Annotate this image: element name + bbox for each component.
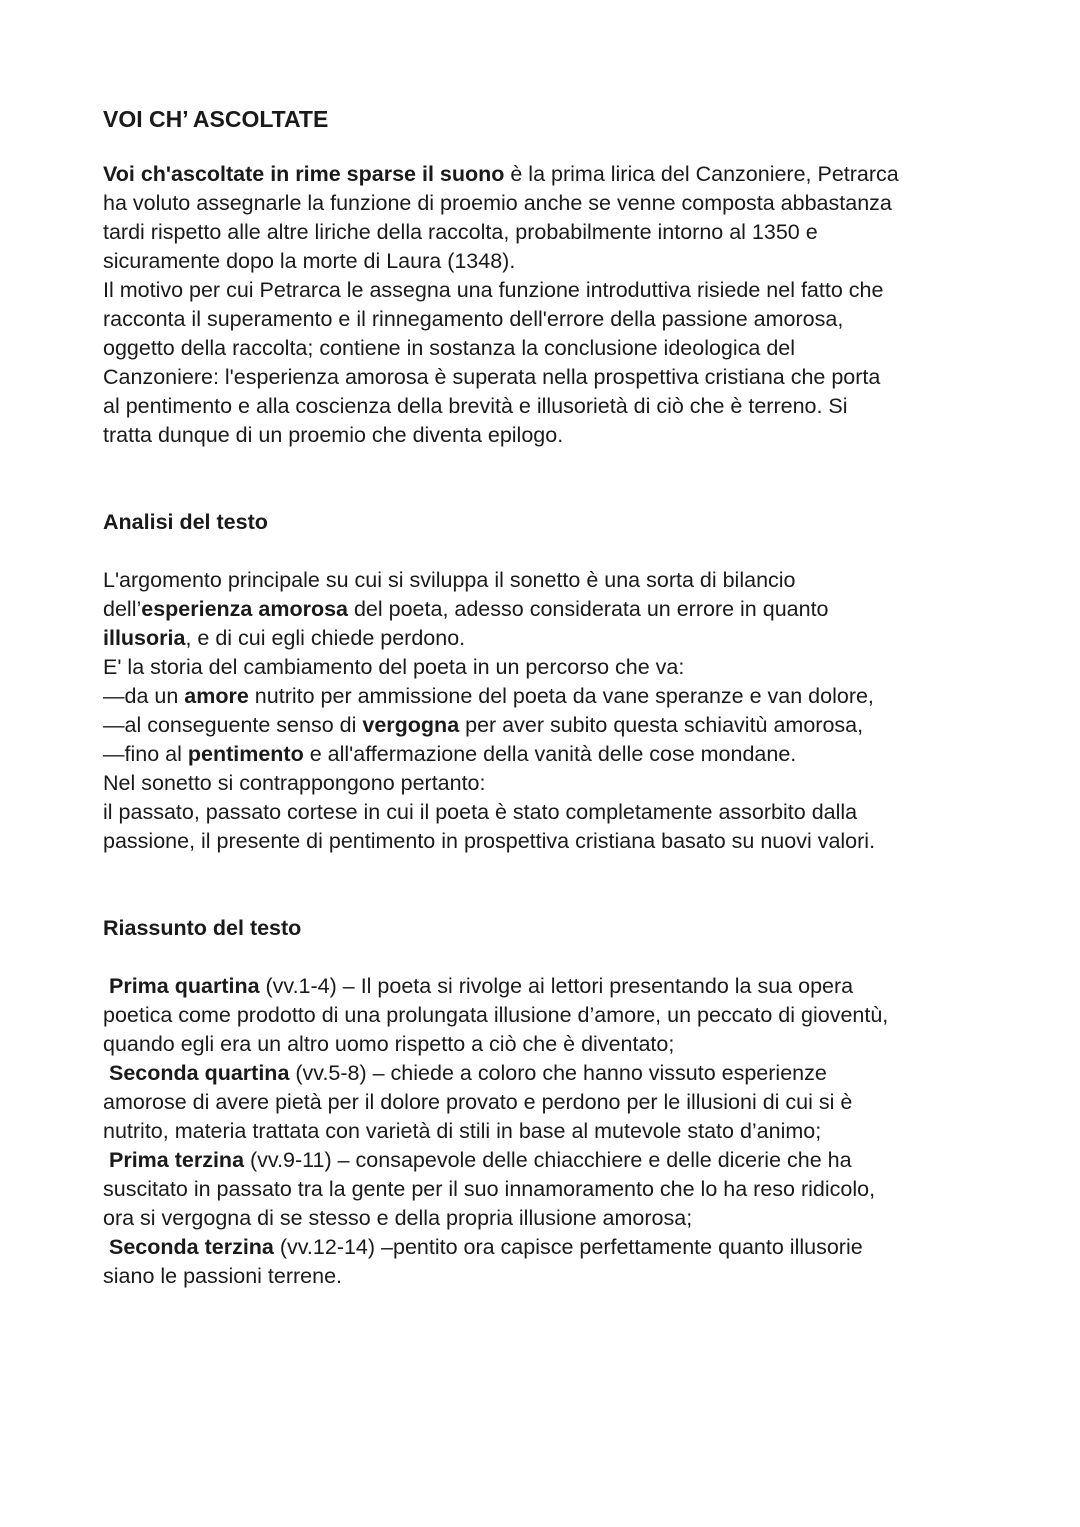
riassunto-text: (vv.5-8) – chiede a coloro che hanno vissuto esperienze [289, 1061, 827, 1085]
intro-line: ha voluto assegnarle la funzione di proemio anche se venne composta abbastanza [103, 191, 892, 215]
riassunto-line [103, 972, 983, 1001]
analisi-text: —al conseguente senso di [103, 713, 363, 737]
intro-line: Il motivo per cui Petrarca le assegna una funzione introduttiva risiede nel fatto che [103, 278, 884, 302]
intro-line [103, 160, 983, 189]
riassunto-line: quando egli era un altro uomo rispetto a ciò che è diventato; [103, 1032, 675, 1056]
strophe-label: Seconda quartina [109, 1061, 290, 1085]
intro-paragraph [103, 160, 983, 450]
riassunto-text: (vv.9-11) – consapevole delle chiacchiere e delle dicerie che ha [244, 1148, 852, 1172]
analisi-line: E' la storia del cambiamento del poeta in un percorso che va: [103, 655, 685, 679]
analisi-heading: Analisi del testo [103, 510, 268, 534]
riassunto-text: (vv.12-14) –pentito ora capisce perfettamente quanto illusorie [273, 1235, 863, 1259]
riassunto-line: siano le passioni terrene. [103, 1264, 343, 1288]
intro-text: è la prima lirica del Canzoniere, Petrarca [504, 162, 899, 186]
riassunto-line: amorose di avere pietà per il dolore provato e perdono per le illusioni di cui si è [103, 1090, 853, 1114]
analisi-list-item [103, 682, 983, 711]
intro-line: al pentimento e alla coscienza della brevità e illusorietà di ciò che è terreno. Si [103, 394, 848, 418]
riassunto-line: nutrito, materia trattata con varietà di stili in base al mutevole stato d’animo; [103, 1119, 822, 1143]
strophe-label: Seconda terzina [109, 1235, 274, 1259]
riassunto-text: (vv.1-4) – Il poeta si rivolge ai lettori presentando la sua opera [259, 974, 854, 998]
strophe-label: Prima terzina [109, 1148, 245, 1172]
analisi-bold: vergogna [362, 713, 460, 737]
intro-line: tratta dunque di un proemio che diventa epilogo. [103, 423, 564, 447]
analisi-line: il passato, passato cortese in cui il poeta è stato completamente assorbito dalla [103, 800, 858, 824]
strophe-label: Prima quartina [109, 974, 260, 998]
intro-line: racconta il superamento e il rinnegamento dell'errore della passione amorosa, [103, 307, 844, 331]
riassunto-line: poetica come prodotto di una prolungata illusione d’amore, un peccato di gioventù, [103, 1003, 889, 1027]
analisi-list-item [103, 740, 983, 769]
analisi-bold: illusoria [103, 626, 186, 650]
analisi-line: L'argomento principale su cui si sviluppa il sonetto è una sorta di bilancio [103, 568, 796, 592]
analisi-text: dell’ [103, 597, 142, 621]
analisi-line: passione, il presente di pentimento in prospettiva cristiana basato su nuovi valori. [103, 829, 876, 853]
analisi-text: e all'affermazione della vanità delle cose mondane. [303, 742, 797, 766]
riassunto-line [103, 1059, 983, 1088]
analisi-text: —da un [103, 684, 185, 708]
riassunto-heading: Riassunto del testo [103, 916, 302, 940]
riassunto-line: suscitato in passato tra la gente per il suo innamoramento che lo ha reso ridicolo, [103, 1177, 876, 1201]
riassunto-line: ora si vergogna di se stesso e della propria illusione amorosa; [103, 1206, 693, 1230]
analisi-text: per aver subito questa schiavitù amorosa, [459, 713, 864, 737]
analisi-text: del poeta, adesso considerata un errore in quanto [348, 597, 829, 621]
analisi-list-item [103, 711, 983, 740]
analisi-bold: esperienza amorosa [141, 597, 348, 621]
analisi-text: nutrito per ammissione del poeta da vane speranze e van dolore, [248, 684, 874, 708]
analisi-bold: pentimento [187, 742, 304, 766]
riassunto-paragraph [103, 972, 983, 1291]
analisi-text: , e di cui egli chiede perdono. [185, 626, 466, 650]
analisi-paragraph [103, 566, 983, 856]
poem-title-bold: Voi ch'ascoltate in rime sparse il suono [103, 162, 505, 186]
intro-line: Canzoniere: l'esperienza amorosa è superata nella prospettiva cristiana che porta [103, 365, 881, 389]
riassunto-line [103, 1233, 983, 1262]
analisi-bold: amore [184, 684, 249, 708]
riassunto-line [103, 1146, 983, 1175]
analisi-text: —fino al [103, 742, 188, 766]
analisi-line: Nel sonetto si contrappongono pertanto: [103, 771, 486, 795]
document-title: VOI CH’ ASCOLTATE [103, 106, 329, 132]
intro-line: tardi rispetto alle altre liriche della raccolta, probabilmente intorno al 1350 e [103, 220, 818, 244]
document-page [103, 104, 983, 1291]
analisi-line [103, 595, 983, 624]
analisi-line [103, 624, 983, 653]
intro-line: sicuramente dopo la morte di Laura (1348). [103, 249, 516, 273]
intro-line: oggetto della raccolta; contiene in sostanza la conclusione ideologica del [103, 336, 796, 360]
